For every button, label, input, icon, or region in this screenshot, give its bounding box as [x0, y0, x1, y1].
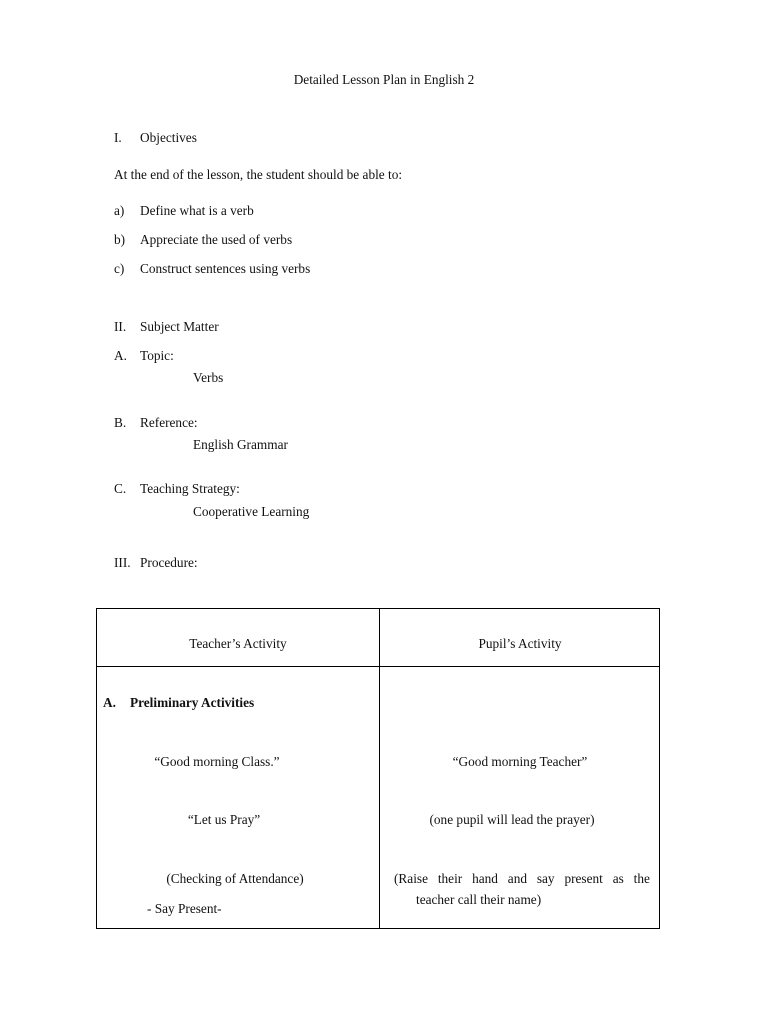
pupil-activity-word: present — [564, 871, 603, 886]
section-number-subject-matter: II. — [114, 319, 127, 334]
subject-item-value: Cooperative Learning — [193, 504, 310, 519]
section-heading-objectives: Objectives — [140, 130, 197, 145]
table-header-teacher: Teacher’s Activity — [189, 636, 287, 651]
teacher-activity-greeting: “Good morning Class.” — [154, 754, 280, 769]
document-title: Detailed Lesson Plan in English 2 — [293, 72, 475, 87]
subject-item-label: Teaching Strategy: — [140, 481, 240, 496]
subject-item-label: Topic: — [140, 348, 174, 363]
table-header-divider — [97, 666, 659, 667]
section-heading-subject-matter: Subject Matter — [140, 319, 219, 334]
section-number-objectives: I. — [114, 130, 122, 145]
section-heading-procedure: Procedure: — [140, 555, 198, 570]
pupil-activity-word: hand — [472, 871, 498, 886]
pupil-activity-word: (Raise — [394, 871, 428, 886]
teacher-activity-prayer: “Let us Pray” — [187, 812, 261, 827]
table-section-label: Preliminary Activities — [130, 695, 255, 710]
objective-marker: b) — [114, 232, 126, 247]
pupil-activity-prayer: (one pupil will lead the prayer) — [429, 812, 595, 827]
objective-marker: a) — [114, 203, 125, 218]
pupil-activity-word: as — [612, 871, 624, 886]
pupil-activity-word: the — [633, 871, 650, 886]
pupil-activity-greeting: “Good morning Teacher” — [452, 754, 588, 769]
teacher-activity-attendance: (Checking of Attendance) — [166, 871, 304, 886]
subject-item-marker: B. — [114, 415, 127, 430]
teacher-activity-attendance-note: - Say Present- — [147, 901, 222, 916]
activity-table — [96, 608, 660, 929]
subject-item-label: Reference: — [140, 415, 198, 430]
objective-text: Appreciate the used of verbs — [140, 232, 293, 247]
subject-item-value: English Grammar — [193, 437, 288, 452]
subject-item-marker: C. — [114, 481, 127, 496]
pupil-activity-word: say — [536, 871, 555, 886]
objective-marker: c) — [114, 261, 125, 276]
pupil-activity-attendance — [394, 871, 650, 887]
table-header-pupil: Pupil’s Activity — [478, 636, 562, 651]
objectives-intro: At the end of the lesson, the student should be able to: — [114, 167, 403, 182]
subject-item-value: Verbs — [193, 370, 224, 385]
objective-text: Construct sentences using verbs — [140, 261, 311, 276]
objective-text: Define what is a verb — [140, 203, 254, 218]
pupil-activity-word: and — [507, 871, 527, 886]
pupil-activity-word: their — [437, 871, 463, 886]
subject-item-marker: A. — [114, 348, 127, 363]
section-number-procedure: III. — [114, 555, 131, 570]
table-section-marker: A. — [103, 695, 116, 710]
pupil-activity-attendance-cont: teacher call their name) — [416, 892, 542, 907]
